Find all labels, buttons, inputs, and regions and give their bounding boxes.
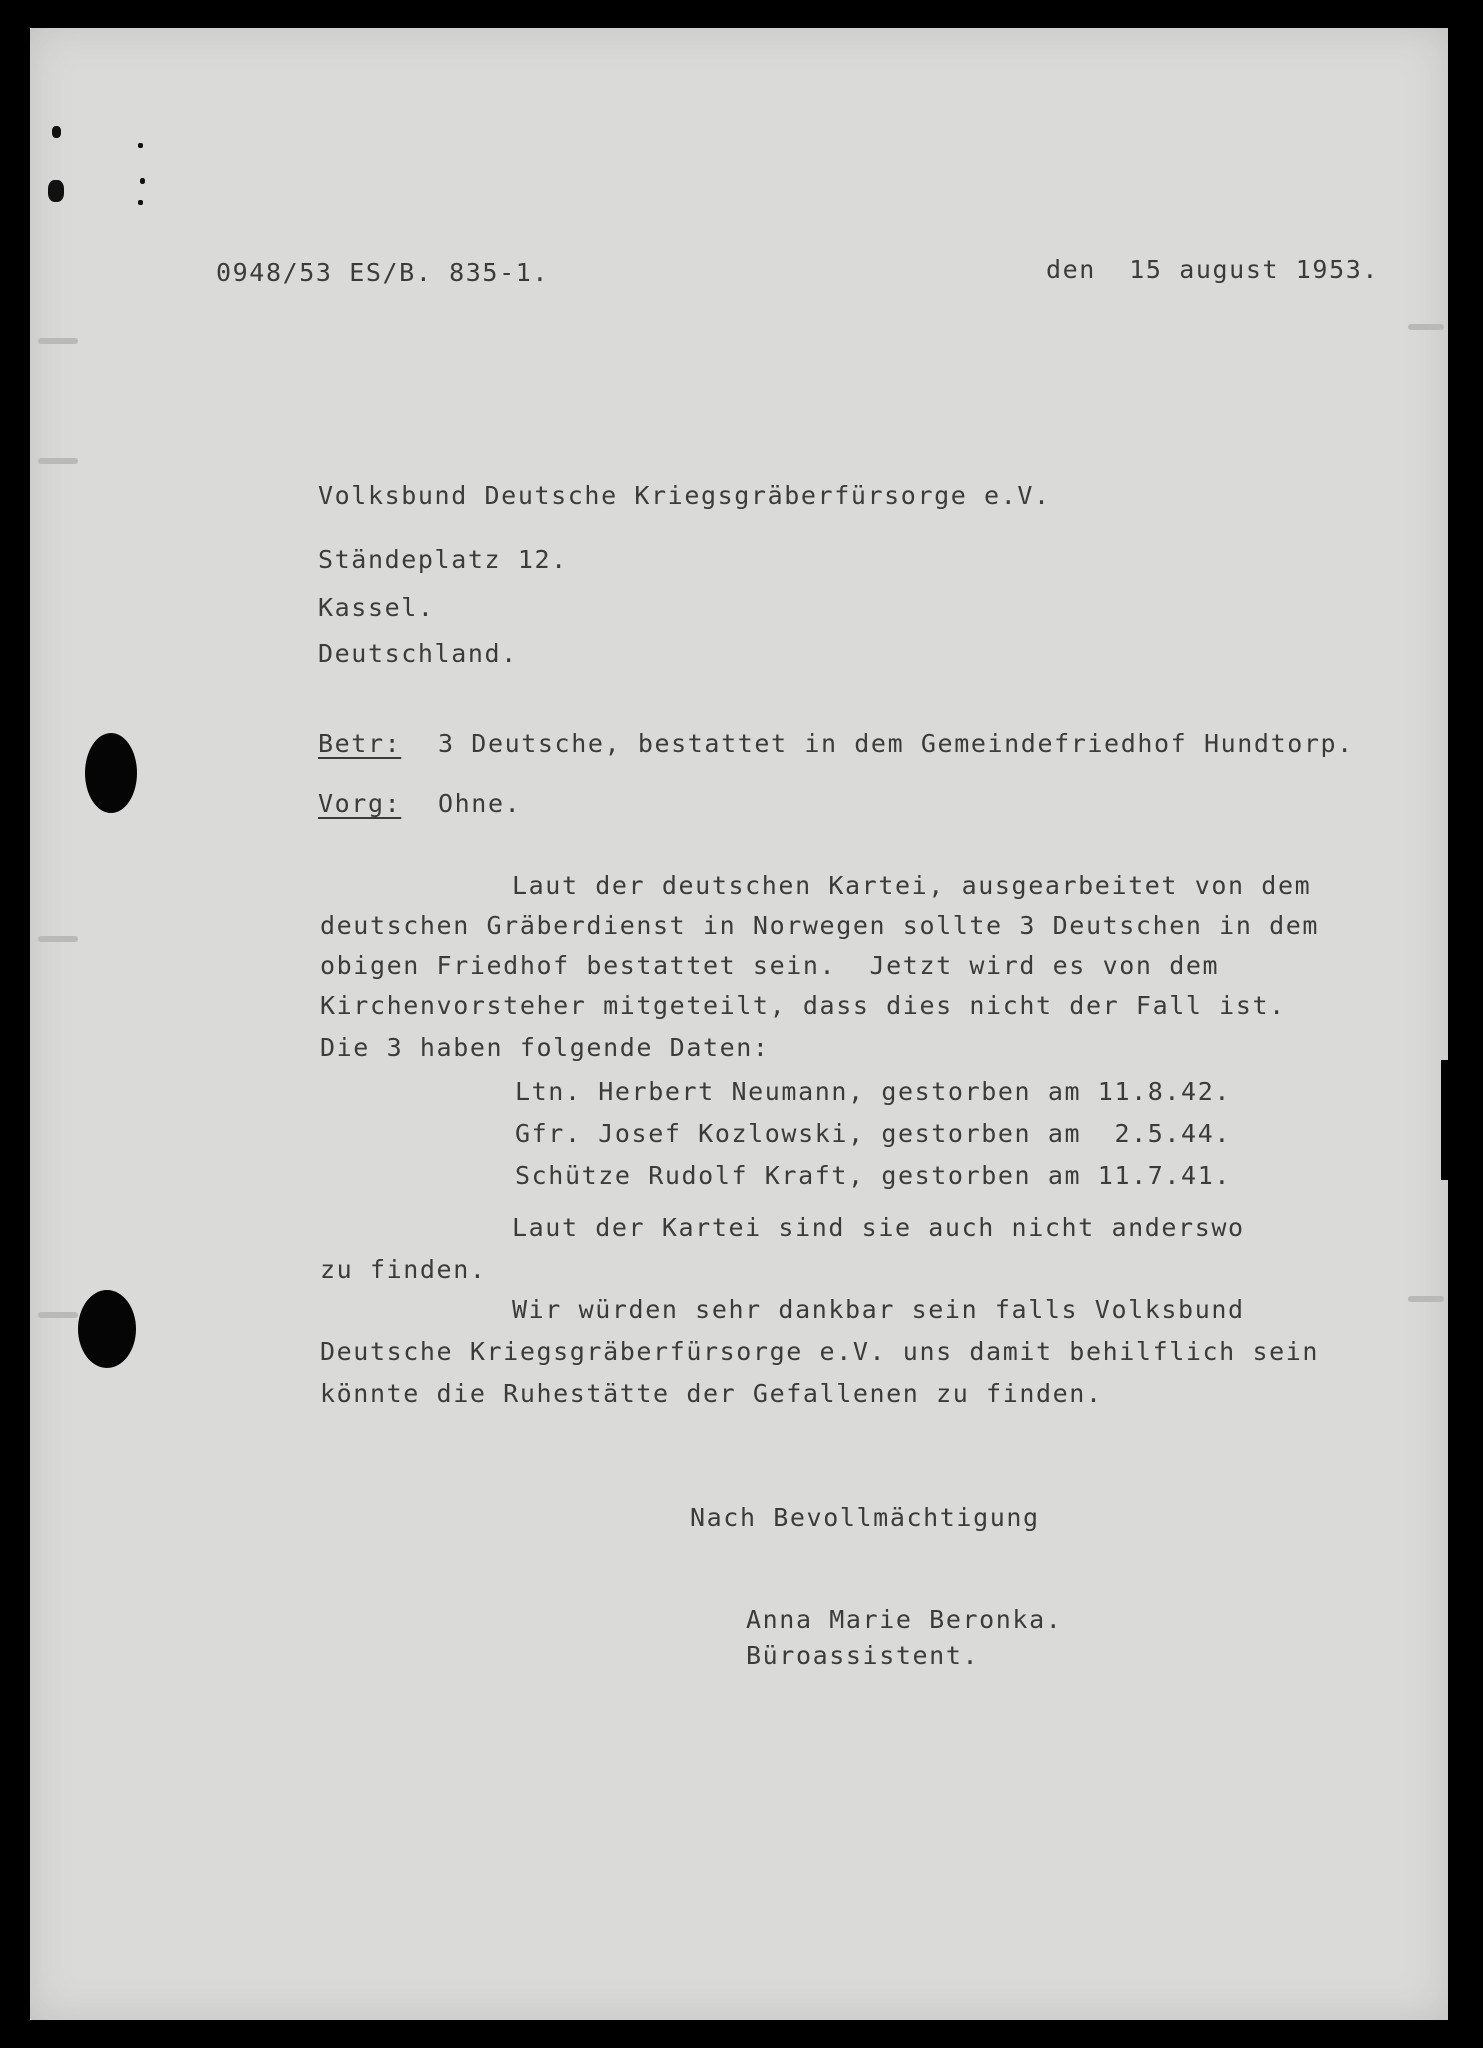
edge-mark [38, 1312, 78, 1318]
ink-speck [140, 178, 145, 184]
recipient-line-4: Deutschland. [318, 639, 518, 668]
body-line: Wir würden sehr dankbar sein falls Volksbund [512, 1295, 1245, 1324]
body-line: könnte die Ruhestätte der Gefallenen zu finden. [320, 1379, 1103, 1408]
reference-number: 0948/53 ES/B. 835-1. [216, 258, 550, 287]
edge-mark [1408, 1296, 1444, 1302]
punch-hole-bottom [78, 1290, 136, 1368]
ink-speck [138, 200, 143, 205]
edge-mark [1408, 324, 1444, 330]
betr-text: 3 Deutsche, bestattet in dem Gemeindefriedhof Hundtorp. [438, 729, 1354, 758]
ink-speck [48, 180, 64, 202]
punch-hole-top [85, 733, 137, 813]
scan-edge-mark [1441, 1060, 1453, 1180]
ink-speck [52, 126, 61, 138]
person-entry: Ltn. Herbert Neumann, gestorben am 11.8.42. [515, 1077, 1232, 1106]
edge-mark [38, 338, 78, 344]
vorg-label: Vorg: [318, 789, 402, 818]
vorg-text: Ohne. [438, 789, 522, 818]
recipient-line-1: Volksbund Deutsche Kriegsgräberfürsorge e.V. [318, 481, 1051, 510]
edge-mark [38, 936, 78, 942]
edge-mark [38, 458, 78, 464]
signer-name: Anna Marie Beronka. [746, 1605, 1063, 1634]
recipient-line-3: Kassel. [318, 593, 435, 622]
body-line: zu finden. [320, 1255, 487, 1284]
person-entry: Gfr. Josef Kozlowski, gestorben am 2.5.44. [515, 1119, 1232, 1148]
body-line: Laut der deutschen Kartei, ausgearbeitet von dem [512, 871, 1312, 900]
letter-date: den 15 august 1953. [1046, 255, 1380, 284]
authorization-line: Nach Bevollmächtigung [690, 1503, 1040, 1532]
betr-label: Betr: [318, 729, 402, 758]
recipient-line-2: Ständeplatz 12. [318, 545, 568, 574]
body-line: obigen Friedhof bestattet sein. Jetzt wird es von dem [320, 951, 1220, 980]
body-line: deutschen Gräberdienst in Norwegen sollte 3 Deutschen in dem [320, 911, 1320, 940]
body-line: Die 3 haben folgende Daten: [320, 1033, 770, 1062]
letter-page [30, 28, 1448, 2020]
body-line: Kirchenvorsteher mitgeteilt, dass dies nicht der Fall ist. [320, 991, 1286, 1020]
person-entry: Schütze Rudolf Kraft, gestorben am 11.7.41. [515, 1161, 1232, 1190]
ink-speck [138, 143, 143, 148]
signer-title: Büroassistent. [746, 1641, 980, 1670]
body-line: Deutsche Kriegsgräberfürsorge e.V. uns damit behilflich sein [320, 1337, 1320, 1366]
body-line: Laut der Kartei sind sie auch nicht anderswo [512, 1213, 1245, 1242]
